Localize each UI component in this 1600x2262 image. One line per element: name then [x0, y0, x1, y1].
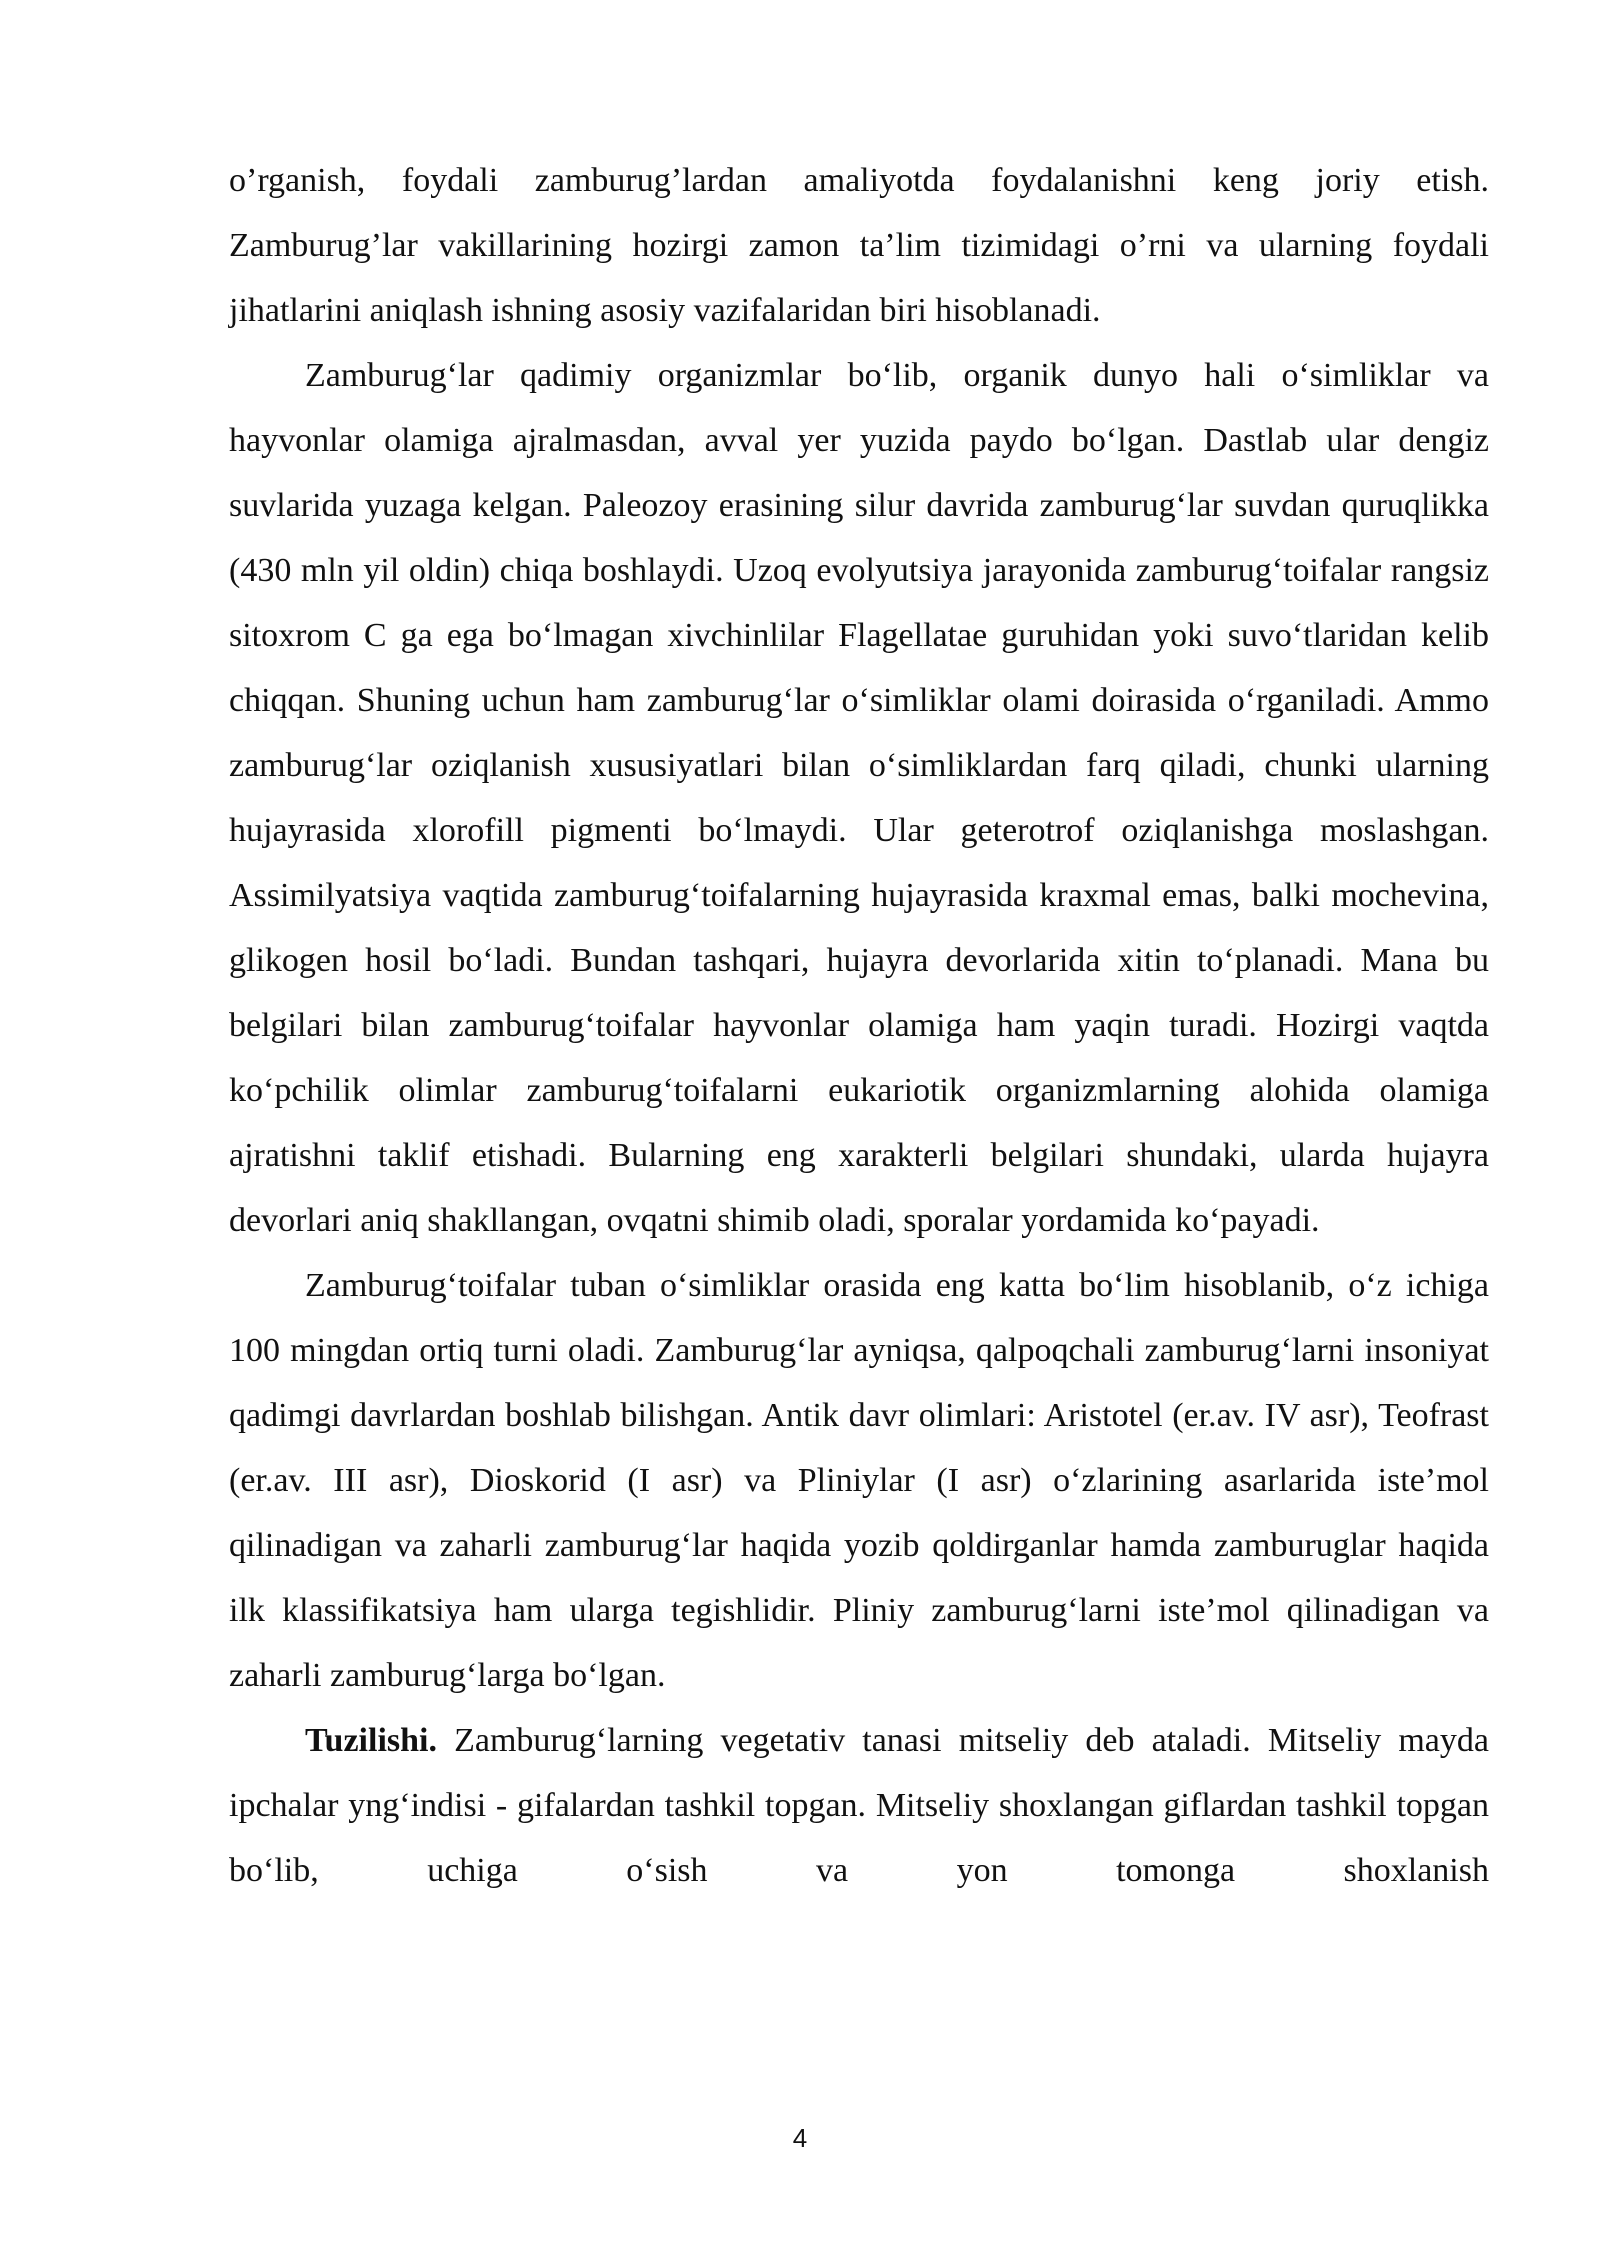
- paragraph-3-text: Zamburug‘toifalar tuban o‘simliklar orasida eng katta bo‘lim hisoblanib, o‘z ichiga 100 mingdan ortiq turni oladi. Zamburug‘lar ayniqsa, qalpoqchali zamburug‘larni insoniyat qadimgi davrlardan boshlab bilishgan. Antik davr olimlari: Aristotel (er.av. IV asr), Teofrast (er.av. III asr), Dioskorid (I asr) va Pliniylar (I asr) o‘zlarining asarlarida iste’mol qilinadigan va zaharli zamburug‘lar haqida yozib qoldirganlar hamda zamburuglar haqida ilk klassifikatsiya ham ularga tegishlidir. Pliniy zamburug‘larni iste’mol qilinadigan va zaharli zamburug‘larga bo‘lgan.: [229, 1267, 1489, 1694]
- page-number: 4: [792, 2123, 808, 2153]
- paragraph-3: [229, 1253, 1489, 1708]
- paragraph-1: [229, 148, 1489, 343]
- paragraph-1-text: o’rganish, foydali zamburug’lardan amaliyotda foydalanishni keng joriy etish. Zamburug’lar vakillarining hozirgi zamon ta’lim tizimidagi o’rni va ularning foydali jihatlarini aniqlash ishning asosiy vazifalaridan biri hisoblanadi.: [229, 162, 1489, 329]
- paragraph-2-text: Zamburug‘lar qadimiy organizmlar bo‘lib, organik dunyo hali o‘simliklar va hayvonlar olamiga ajralmasdan, avval yer yuzida paydo bo‘lgan. Dastlab ular dengiz suvlarida yuzaga kelgan. Paleozoy erasining silur davrida zamburug‘lar suvdan quruqlikka (430 mln yil oldin) chiqa boshlaydi. Uzoq evolyutsiya jarayonida zamburug‘toifalar rangsiz sitoxrom C ga ega bo‘lmagan xivchinlilar Flagellatae guruhidan yoki suvo‘tlaridan kelib chiqqan. Shuning uchun ham zamburug‘lar o‘simliklar olami doirasida o‘rganiladi. Ammo zamburug‘lar oziqlanish xususiyatlari bilan o‘simliklardan farq qiladi, chunki ularning hujayrasida xlorofill pigmenti bo‘lmaydi. Ular geterotrof oziqlanishga moslashgan. Assimilyatsiya vaqtida zamburug‘toifalarning hujayrasida kraxmal emas, balki mochevina, glikogen hosil bo‘ladi. Bundan tashqari, hujayra devorlarida xitin to‘planadi. Mana bu belgilari bilan zamburug‘toifalar hayvonlar olamiga ham yaqin turadi. Hozirgi vaqtda ko‘pchilik olimlar zamburug‘toifalarni eukariotik organizmlarning alohida olamiga ajratishni taklif etishadi. Bularning eng xarakterli belgilari shundaki, ularda hujayra devorlari aniq shakllangan, ovqatni shimib oladi, sporalar yordamida ko‘payadi.: [229, 357, 1489, 1239]
- section-heading-tuzilishi: Tuzilishi.: [305, 1722, 437, 1759]
- paragraph-4-text: Zamburug‘larning vegetativ tanasi mitseliy deb ataladi. Mitseliy mayda ipchalar yng‘indisi - gifalardan tashkil topgan. Mitseliy shoxlangan giflardan tashkil topgan bo‘lib, uchiga o‘sish va yon tomonga shoxlanish: [229, 1722, 1489, 1889]
- document-body: [229, 148, 1489, 1903]
- paragraph-4: [229, 1708, 1489, 1903]
- paragraph-2: [229, 343, 1489, 1253]
